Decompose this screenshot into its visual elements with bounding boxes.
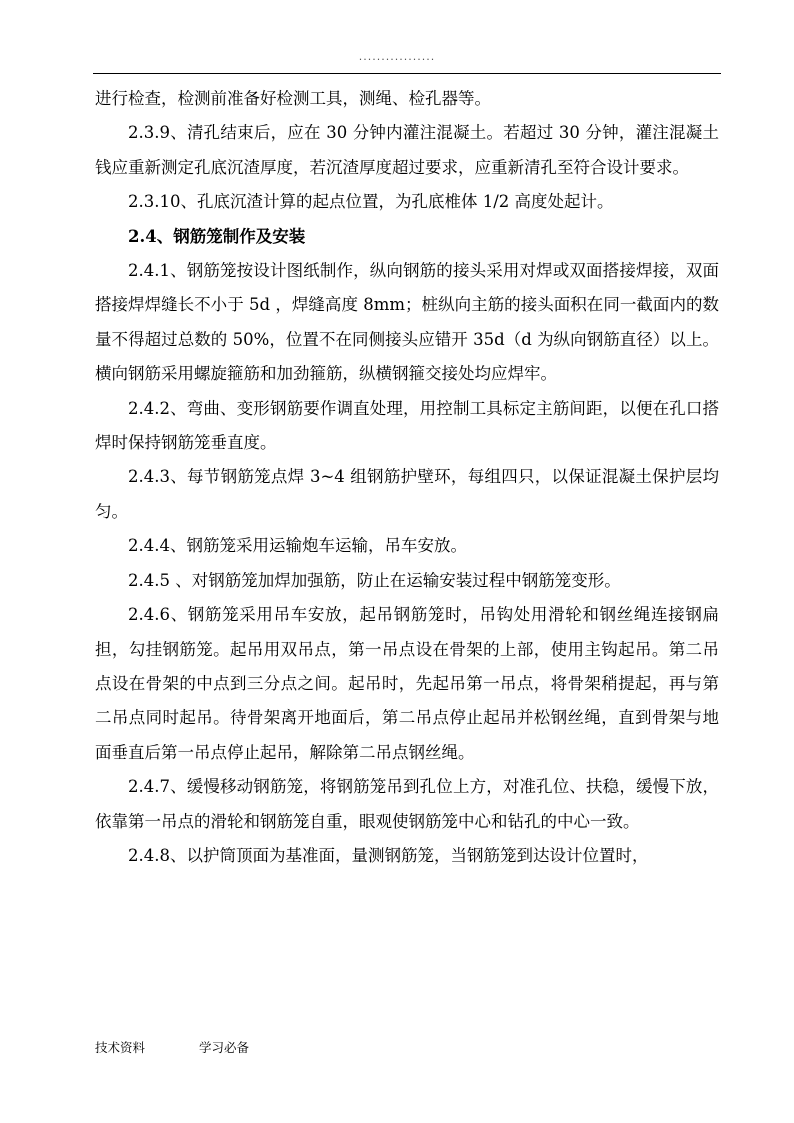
paragraph-2-3-9: 2.3.9、清孔结束后，应在 30 分钟内灌注混凝土。若超过 30 分钟，灌注混凝土钱应重新测定孔底沉渣厚度，若沉渣厚度超过要求，应重新清孔至符合设计要求。 xyxy=(95,123,719,177)
page-footer xyxy=(95,1038,249,1056)
section-heading-2-4: 2.4、钢筋笼制作及安装 xyxy=(128,226,306,246)
paragraph-2-4-5: 2.4.5 、对钢筋笼加焊加强筋，防止在运输安装过程中钢筋笼变形。 xyxy=(128,570,621,590)
footer-left-text: 技术资料 xyxy=(95,1040,146,1055)
paragraph-2-4-7: 2.4.7、缓慢移动钢筋笼，将钢筋笼吊到孔位上方，对准孔位、扶稳，缓慢下放，依靠第一吊点的滑轮和钢筋笼自重，眼观使钢筋笼中心和钻孔的中心一致。 xyxy=(95,777,719,831)
paragraph-2-4-3: 2.4.3、每节钢筋笼点焊 3~4 组钢筋护壁环，每组四只，以保证混凝土保护层均匀。 xyxy=(95,467,719,521)
paragraph-continuation: 进行检查，检测前准备好检测工具，测绳、检孔器等。 xyxy=(95,89,491,108)
footer-right-text: 学习必备 xyxy=(199,1040,250,1055)
header-rule xyxy=(93,73,721,74)
header-dots: ................. xyxy=(358,50,436,63)
paragraph-2-4-4: 2.4.4、钢筋笼采用运输炮车运输，吊车安放。 xyxy=(128,536,467,556)
paragraph-2-4-6: 2.4.6、钢筋笼采用吊车安放，起吊钢筋笼时，吊钩处用滑轮和钢丝绳连接钢扁担，勾挂钢筋笼。起吊用双吊点，第一吊点设在骨架的上部，使用主钩起吊。第二吊点设在骨架的中点到三分点之间。起吊时，先起吊第一吊点，将骨架稍提起，再与第二吊点同时起吊。待骨架离开地面后，第二吊点停止起吊并松钢丝绳，直到骨架与地面垂直后第一吊点停止起吊，解除第二吊点钢丝绳。 xyxy=(95,605,719,762)
paragraph-2-4-8: 2.4.8、以护筒顶面为基准面，量测钢筋笼，当钢筋笼到达设计位置时， xyxy=(128,845,649,865)
paragraph-2-4-2: 2.4.2、弯曲、变形钢筋要作调直处理，用控制工具标定主筋间距，以便在孔口搭焊时保持钢筋笼垂直度。 xyxy=(95,398,719,453)
paragraph-2-4-1: 2.4.1、钢筋笼按设计图纸制作，纵向钢筋的接头采用对焊或双面搭接焊接，双面搭接焊焊缝长不小于 5d ，焊缝高度 8mm；桩纵向主筋的接头面积在同一截面内的数量不得超过总数的 50%，位置不在同侧接头应错开 35d（d 为纵向钢筋直径）以上。横向钢筋采用螺旋箍筋和加劲箍筋，纵横钢箍交接处均应焊牢。 xyxy=(95,261,719,384)
document-body xyxy=(95,82,719,873)
paragraph-2-3-10: 2.3.10、孔底沉渣计算的起点位置，为孔底椎体 1/2 高度处起计。 xyxy=(128,192,614,212)
